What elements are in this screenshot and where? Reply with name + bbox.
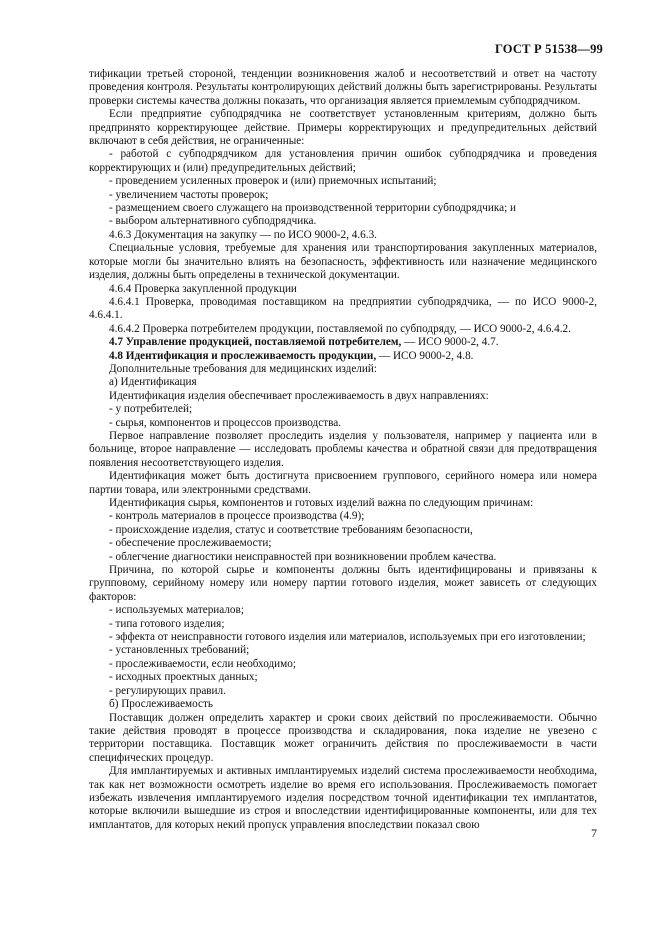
document-body — [89, 68, 597, 832]
paragraph — [89, 336, 597, 349]
paragraph: - происхождение изделия, статус и соответствие требованиям безопасности, — [109, 523, 473, 536]
section-reference: — ИСО 9000-2, 4.7. — [401, 336, 499, 349]
paragraph: - размещением своего служащего на производственной территории субподрядчика; и — [109, 202, 517, 215]
paragraph: Причина, по которой сырье и компоненты должны быть идентифицированы и привязаны к групповому, серийному номеру или номеру партии готового изделия, может зависеть от следующих факторов: — [89, 564, 597, 603]
paragraph — [89, 350, 597, 363]
paragraph: Для имплантируемых и активных имплантируемых изделий система прослеживаемости необходима, так как нет возможности осмотреть изделие во время его использования. Прослеживаемость помогает избежать извлечения имплантируемого изделия посредством точной идентификации тех имплантатов, которые включили вышедшие из строя и впоследствии идентифицированные компоненты, или для тех имплантатов, для которых некий пропуск управления впоследствии показал свою — [89, 765, 597, 831]
paragraph: - типа готового изделия; — [109, 617, 225, 630]
paragraph: - контроль материалов в процессе производства (4.9); — [109, 510, 365, 523]
paragraph: Поставщик должен определить характер и сроки своих действий по прослеживаемости. Обычно такие действия проводят в процессе производства и складирования, пока изделие не увезено с территории поставщика. Поставщик может ограничить действия по прослеживаемости в части специфических процедур. — [89, 711, 597, 764]
paragraph: - обеспечение прослеживаемости; — [109, 537, 272, 550]
paragraph: - регулирующих правил. — [109, 684, 226, 697]
paragraph: Идентификация сырья, компонентов и готовых изделий важна по следующим причинам: — [109, 497, 534, 509]
paragraph: б) Прослеживаемость — [109, 698, 213, 711]
paragraph: - исходных проектных данных; — [109, 671, 258, 684]
paragraph: - эффекта от неисправности готового изделия или материалов, используемых при его изготовлении; — [109, 631, 586, 644]
paragraph: Первое направление позволяет проследить изделия у пользователя, например у пациента или в больнице, второе направление — исследовать проблемы качества и обратной связи для предотвращения появления несоответствующего изделия. — [89, 429, 597, 469]
paragraph: - облегчение диагностики неисправностей при возникновении проблем качества. — [109, 550, 497, 563]
paragraph: 4.6.4.2 Проверка потребителем продукции, поставляемой по субподряду, — ИСО 9000-2, 4.6.4.2. — [109, 322, 571, 335]
paragraph: - увеличением частоты проверок; — [109, 188, 269, 201]
paragraph: а) Идентификация — [109, 376, 197, 389]
paragraph: Идентификация изделия обеспечивает прослеживаемость в двух направлениях: — [109, 389, 489, 402]
paragraph: 4.6.3 Документация на закупку — по ИСО 9000-2, 4.6.3. — [109, 228, 377, 241]
paragraph: тификации третьей стороной, тенденции возникновения жалоб и несоответствий и ответ на частоту проведения контроля. Результаты контролирующих действий должны быть зарегистрированы. Результаты проверки системы качества должны показать, что организация является приемлемым субподрядчиком. — [89, 68, 597, 107]
paragraph: - проведением усиленных проверок и (или) приемочных испытаний; — [109, 175, 437, 188]
paragraph: - установленных требований; — [109, 644, 250, 657]
page-number: 7 — [591, 826, 597, 840]
paragraph: - у потребителей; — [109, 403, 193, 416]
paragraph: - сырья, компонентов и процессов производства. — [109, 416, 341, 429]
section-heading: 4.7 Управление продукцией, поставляемой потребителем, — [109, 336, 402, 349]
paragraph: - выбором альтернативного субподрядчика. — [109, 215, 317, 228]
paragraph: 4.6.4.1 Проверка, проводимая поставщиком на предприятии субподрядчика, — по ИСО 9000-2, 4.6.4.1. — [89, 295, 597, 322]
standard-id-header: ГОСТ Р 51538—99 — [494, 42, 603, 56]
paragraph: Специальные условия, требуемые для хранения или транспортирования закупленных материалов, которые могли бы значительно влиять на безопасность, эффективность или назначение медицинского изделия, должны быть определены в технической документации. — [89, 242, 597, 282]
paragraph: 4.6.4 Проверка закупленной продукции — [109, 282, 297, 295]
paragraph: - прослеживаемости, если необходимо; — [109, 657, 296, 670]
paragraph: Дополнительные требования для медицинских изделий: — [109, 362, 377, 375]
section-reference: — ИСО 9000-2, 4.8. — [376, 349, 474, 362]
paragraph: - работой с субподрядчиком для установления причин ошибок субподрядчика и проведения корректирующих и (или) предупредительных действий; — [89, 148, 597, 174]
paragraph: - используемых материалов; — [109, 604, 244, 617]
paragraph: Если предприятие субподрядчика не соответствует установленным критериям, должно быть предпринято корректирующее действие. Примеры корректирующих и предупредительных действий включают в себя действия, не ограниченные: — [89, 108, 597, 148]
section-heading: 4.8 Идентификация и прослеживаемость продукции, — [109, 349, 377, 362]
paragraph: Идентификация может быть достигнута присвоением группового, серийного номера или номера партии товара, или электронными средствами. — [89, 470, 597, 496]
